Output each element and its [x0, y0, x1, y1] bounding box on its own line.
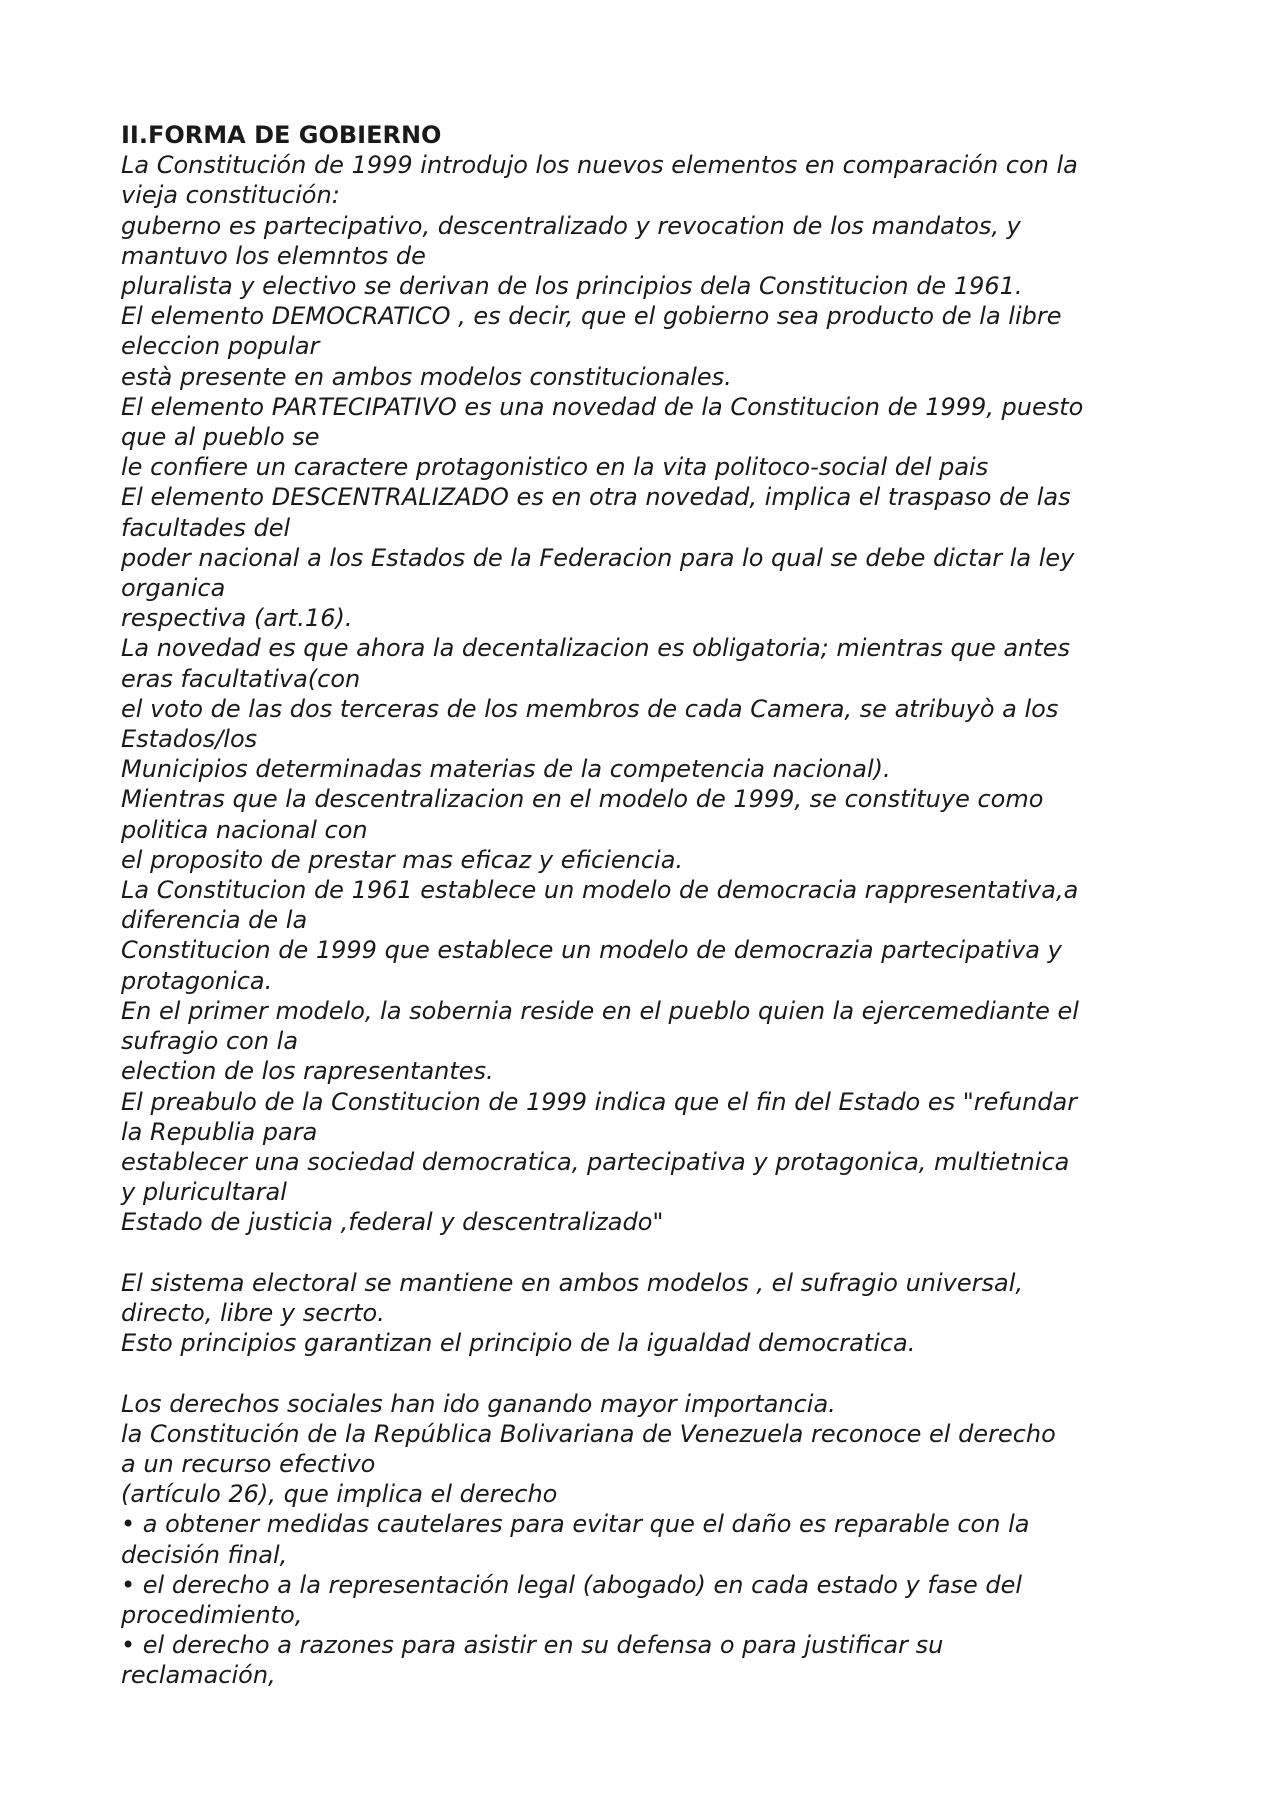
text-line: diferencia de la [121, 906, 308, 935]
text-line: facultades del [121, 513, 291, 542]
text-line: el proposito de prestar mas eficaz y eficiencia. [121, 845, 684, 874]
text-line: el voto de las dos terceras de los membros de cada Camera, se atribuyò a los [121, 694, 1059, 723]
text-line: vieja constitución: [121, 181, 340, 210]
text-line: que al pueblo se [121, 423, 320, 452]
text-line: Municipios determinadas materias de la competencia nacional). [121, 755, 891, 784]
section-heading: II.FORMA DE GOBIERNO [121, 121, 442, 149]
text-line: La Constitucion de 1961 establece un modelo de democracia rappresentativa,a [121, 876, 1079, 905]
text-line: Estado de justicia ,federal y descentralizado" [121, 1208, 664, 1237]
text-line: establecer una sociedad democratica, partecipativa y protagonica, multietnica [121, 1147, 1070, 1176]
text-line: sufragio con la [121, 1027, 299, 1056]
document-body [121, 120, 1171, 1691]
text-line: reclamación, [121, 1661, 276, 1690]
text-line: la Republia para [121, 1117, 318, 1146]
text-line: le confiere un caractere protagonistico en la vita politoco-social del pais [121, 453, 989, 482]
text-line: El elemento PARTECIPATIVO es una novedad de la Constitucion de 1999, puesto [121, 392, 1084, 421]
text-line: El preabulo de la Constitucion de 1999 indica que el fin del Estado es "refundar [121, 1087, 1078, 1116]
text-line: La novedad es que ahora la decentalizacion es obligatoria; mientras que antes [121, 634, 1070, 663]
text-line: decisión final, [121, 1540, 288, 1569]
blank-line [121, 1358, 1171, 1388]
text-line: Los derechos sociales han ido ganando mayor importancia. [121, 1389, 836, 1418]
text-line: a un recurso efectivo [121, 1449, 376, 1478]
text-line: El sistema electoral se mantiene en ambos modelos , el sufragio universal, [121, 1268, 1024, 1297]
text-line: mantuvo los elemntos de [121, 241, 426, 270]
text-line: la Constitución de la República Bolivariana de Venezuela reconoce el derecho [121, 1419, 1056, 1448]
text-line: El elemento DEMOCRATICO , es decir, que el gobierno sea producto de la libre [121, 302, 1062, 331]
text-line: organica [121, 574, 226, 603]
text-line: eleccion popular [121, 332, 320, 361]
text-line: guberno es partecipativo, descentralizado y revocation de los mandatos, y [121, 211, 1021, 240]
text-line: • el derecho a la representación legal (abogado) en cada estado y fase del [121, 1570, 1023, 1599]
text-line: El elemento DESCENTRALIZADO es en otra novedad, implica el traspaso de las [121, 483, 1071, 512]
text-line: En el primer modelo, la sobernia reside en el pueblo quien la ejercemediante el [121, 996, 1079, 1025]
text-line: (artículo 26), que implica el derecho [121, 1480, 558, 1509]
text-line: Esto principios garantizan el principio de la igualdad democratica. [121, 1329, 916, 1358]
text-line: respectiva (art.16). [121, 604, 353, 633]
blank-line [121, 1238, 1171, 1268]
text-line: procedimiento, [121, 1600, 303, 1629]
text-line: • el derecho a razones para asistir en su defensa o para justificar su [121, 1631, 944, 1660]
text-line: eras facultativa(con [121, 664, 361, 693]
text-line: poder nacional a los Estados de la Federacion para lo qual se debe dictar la ley [121, 543, 1075, 572]
text-line: Constitucion de 1999 que establece un modelo de democrazia partecipativa y [121, 936, 1062, 965]
body-text [121, 150, 1171, 1690]
text-line: pluralista y electivo se derivan de los principios dela Constitucion de 1961. [121, 272, 1023, 301]
text-line: • a obtener medidas cautelares para evitar que el daño es reparable con la [121, 1510, 1030, 1539]
text-line: Mientras que la descentralizacion en el modelo de 1999, se constituye como [121, 785, 1044, 814]
text-line: directo, libre y secrto. [121, 1298, 385, 1327]
text-line: està presente en ambos modelos constitucionales. [121, 362, 732, 391]
text-line: politica nacional con [121, 815, 368, 844]
text-line: La Constitución de 1999 introdujo los nuevos elementos en comparación con la [121, 151, 1078, 180]
text-line: election de los rapresentantes. [121, 1057, 494, 1086]
text-line: protagonica. [121, 966, 273, 995]
text-line: Estados/los [121, 725, 258, 754]
text-line: y pluricultaral [121, 1178, 287, 1207]
